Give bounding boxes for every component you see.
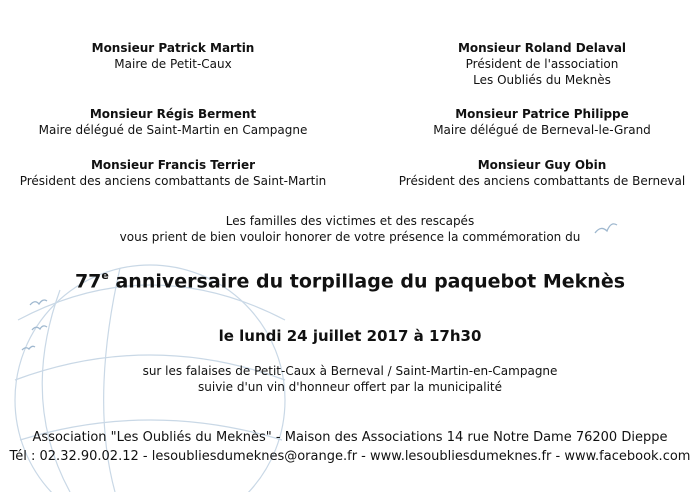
footer-address: Association "Les Oubliés du Meknès" - Maison des Associations 14 rue Notre Dame 76200 Dieppe [32, 430, 668, 445]
person-role: Président des anciens combattants de Berneval [398, 174, 686, 188]
event-date: le lundi 24 juillet 2017 à 17h30 [218, 327, 482, 345]
right-column [377, 106, 700, 138]
event-title [0, 270, 700, 292]
right-column [377, 157, 700, 189]
event-reception: suivie d'un vin d'honneur offert par la municipalité [198, 380, 502, 394]
footer-contact: Tél : 02.32.90.02.12 - lesoubliesdumeknes@orange.fr - www.lesoubliesdumeknes.fr - www.facebook.com [9, 449, 691, 464]
invitation-line: vous prient de bien vouloir honorer de votre présence la commémoration du [119, 230, 581, 244]
person-role: Maire délégué de Saint-Martin en Campagne [38, 123, 308, 137]
person-role: Président des anciens combattants de Saint-Martin [19, 174, 327, 188]
person-name: Monsieur Francis Terrier [90, 158, 256, 172]
title-text: anniversaire du torpillage du paquebot Meknès [108, 270, 626, 293]
person-name: Monsieur Guy Obin [477, 158, 607, 172]
event-location: sur les falaises de Petit-Caux à Berneval / Saint-Martin-en-Campagne [142, 364, 558, 378]
left-column [8, 106, 338, 138]
left-column [8, 157, 338, 189]
right-column [377, 40, 700, 88]
person-name: Monsieur Patrice Philippe [455, 107, 629, 121]
person-name: Monsieur Roland Delaval [457, 41, 627, 55]
person-role: Président de l'association [465, 57, 619, 71]
person-name: Monsieur Patrick Martin [91, 41, 255, 55]
person-role: Les Oubliés du Meknès [473, 73, 611, 87]
person-role: Maire délégué de Berneval-le-Grand [433, 123, 651, 137]
title-number: 77 [74, 270, 102, 293]
left-column [8, 40, 338, 72]
invitation-line: Les familles des victimes et des rescapés [225, 214, 475, 228]
title-superscript: e [101, 269, 109, 282]
person-name: Monsieur Régis Berment [89, 107, 257, 121]
person-role: Maire de Petit-Caux [114, 57, 232, 71]
